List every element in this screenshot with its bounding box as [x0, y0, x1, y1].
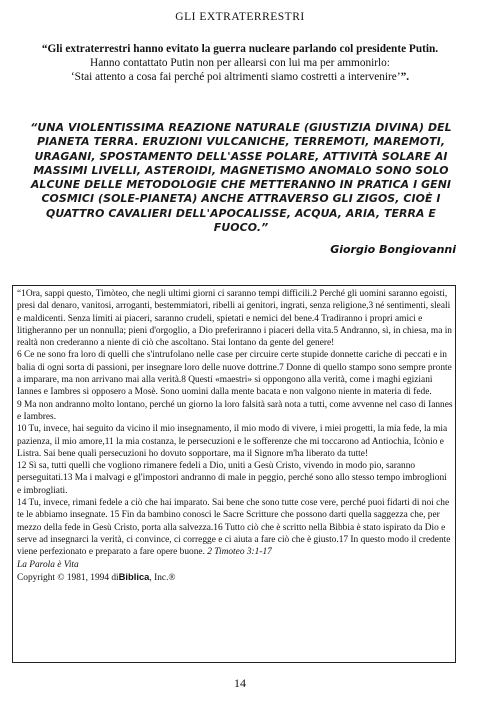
bible-source: La Parola è Vita [17, 559, 79, 570]
copyright-line [17, 571, 453, 584]
quote-line-2-end: ”. [400, 71, 410, 83]
copyright-brand: Biblica [118, 570, 150, 582]
scripture-reference: 2 Timoteo 3:1-17 [207, 547, 272, 558]
verse-paragraph: 6 Ce ne sono fra loro di quelli che s'intrufolano nelle case per circuire certe stupide donnette cariche di peccati e in balia di ogni sorta di passioni, per insegnare loro delle nuove dottrine.7 Donne di quello stampo sono sempre pronte a imparare, ma non arrivano mai alla verità.8 Questi «maestri» si oppongono alla verità, come i maghi egiziani Iannes e Iambres si opposero a Mosè. Sono uomini dalla mente bacata e non valgono niente in materia di fede. [17, 350, 452, 398]
quote-headline: “Gli extraterrestri hanno evitato la guerra nucleare parlando col presidente Putin. [41, 43, 439, 55]
verse-paragraph: “1Ora, sappi questo, Timòteo, che negli ultimi giorni ci saranno tempi difficili.2 Perché gli uomini saranno egoisti, presi dal denaro, vanitosi, arroganti, bestemmiatori, ribelli ai genitori, ingrati, senza religione,3 né sentimenti, sleali e maldicenti. Senza limiti ai piaceri, saranno crudeli, spietati e nemici del bene.4 Tradiranno i propri amici e litigheranno per un nonnulla; pieni d'orgoglio, a Dio preferiranno i piaceri della vita.5 Andranno, sì, in chiesa, ma in realtà non crederanno a niente di ciò che ascoltano. Stai lontano da gente del genere! [17, 289, 452, 349]
page-number: 14 [234, 676, 246, 690]
verse-paragraph: 10 Tu, invece, hai seguito da vicino il mio insegnamento, il mio modo di vivere, i miei progetti, la mia fede, la mia pazienza, il mio amore,11 la mia costanza, le persecuzioni e le sofferenze che mi toccarono ad Antiochia, Icònio e Listra. Sai bene quali persecuzioni ho dovuto sopportare, ma il Signore m'ha liberato da tutte! [17, 424, 448, 459]
quote-line-1: Hanno contattato Putin non per allearsi con lui ma per ammonirlo: [90, 57, 390, 69]
quote-line-2 [36, 70, 444, 84]
warning-text: “UNA VIOLENTISSIMA REAZIONE NATURALE (GIUSTIZIA DIVINA) DEL PIANETA TERRA. ERUZIONI VULCANICHE, TERREMOTI, MAREMOTI, URAGANI, SPOSTAMENTO DELL'ASSE POLARE, ATTIVITÀ SOLARE AI MASSIMI LIVELLI, ASTEROIDI, MAGNETISMO ANOMALO SONO SOLO ALCUNE DELLE METODOLOGIE CHE METTERANNO IN PRATICA I GENI COSMICI (SOLE-PIANETA) ANCHE ATTRAVERSO GLI ZIGOS, CIOÈ I QUATTRO CAVALIERI DELL'APOCALISSE, ACQUA, ARIA, TERRA E FUOCO.” [30, 121, 452, 235]
verse-paragraph: 12 Sì sa, tutti quelli che vogliono rimanere fedeli a Dio, uniti a Gesù Cristo, vivendo in modo pio, saranno perseguitati.13 Ma i malvagi e gl'impostori andranno di male in peggio, perché sono allo stesso tempo imbroglioni e imbrogliati. [17, 461, 447, 496]
scripture-passage [17, 288, 453, 584]
quote-line-2-text: ‘Stai attento a cosa fai perché poi altrimenti siamo costretti a intervenire’ [70, 71, 401, 83]
verse-text: 14 Tu, invece, rimani fedele a ciò che hai imparato. Sai bene che sono tutte cose vere, perché puoi fidarti di noi che te le abbiamo insegnate. 15 Fin da bambino conosci le Sacre Scritture che possono darti quella saggezza che, per mezzo della fede in Gesù Cristo, porta alla salvezza.16 Tutto ciò che è scritto nella Bibbia è stato ispirato da Dio e serve ad insegnarci la verità, ci convince, ci corregge e ci aiuta a fare ciò che è giusto.17 In questo modo il credente viene perfezionato e preparato a fare opere buone. [17, 498, 451, 558]
copyright-prefix: Copyright © 1981, 1994 di [17, 572, 119, 583]
copyright-suffix: , Inc.® [149, 572, 176, 583]
verse-paragraph-last [17, 497, 453, 558]
putin-quote [36, 42, 444, 84]
signature: Giorgio Bongiovanni [330, 243, 456, 256]
page-header: GLI EXTRATERRESTRI [175, 11, 305, 23]
verse-paragraph: 9 Ma non andranno molto lontano, perché un giorno la loro falsità sarà nota a tutti, come avvenne nel caso di Iannes e Iambres. [17, 399, 453, 422]
